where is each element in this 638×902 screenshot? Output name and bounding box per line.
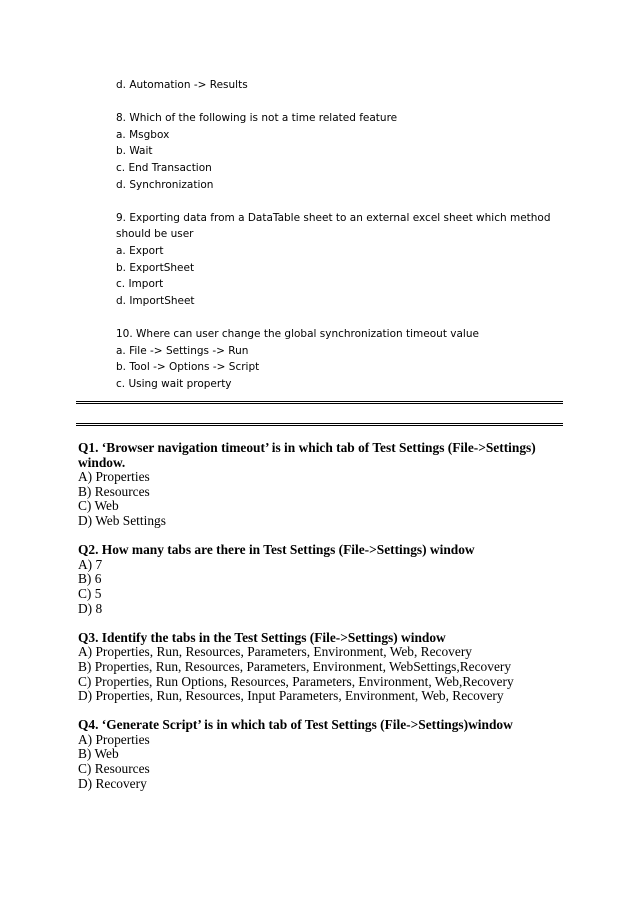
answer-option: C) Properties, Run Options, Resources, Parameters, Environment, Web,Recovery (78, 673, 514, 689)
answer-option: c. Using wait property (116, 377, 232, 390)
answer-option: C) 5 (78, 585, 102, 601)
answer-option: a. Msgbox (116, 128, 170, 141)
answer-option: A) Properties (78, 731, 150, 747)
double-rule-divider (76, 423, 563, 426)
answer-option: A) Properties (78, 469, 150, 485)
answer-option: A) 7 (78, 556, 103, 572)
answer-option: b. Wait (116, 145, 153, 158)
trailing-answer-group (116, 77, 576, 94)
answer-option: C) Web (78, 498, 119, 514)
answer-option: c. End Transaction (116, 161, 212, 174)
question-heading: Q2. How many tabs are there in Test Settings (File->Settings) window (78, 542, 475, 558)
answer-option: a. File -> Settings -> Run (116, 344, 249, 357)
quiz-section-one (116, 77, 576, 409)
question-text: 10. Where can user change the global synchronization timeout value (116, 327, 479, 340)
answer-option: d. ImportSheet (116, 294, 195, 307)
double-rule-divider (76, 401, 563, 404)
question-group-q1 (78, 441, 568, 529)
question-group-8 (116, 110, 576, 193)
question-text: 9. Exporting data from a DataTable sheet to an external excel sheet which method should be user (116, 211, 551, 241)
answer-option: d. Automation -> Results (116, 79, 248, 91)
answer-option: b. Tool -> Options -> Script (116, 361, 260, 374)
answer-option: a. Export (116, 244, 164, 257)
answer-option: B) 6 (78, 571, 102, 587)
question-text: 8. Which of the following is not a time related feature (116, 112, 398, 125)
question-group-9 (116, 210, 576, 310)
answer-option: D) Properties, Run, Resources, Input Parameters, Environment, Web, Recovery (78, 688, 504, 704)
answer-option: A) Properties, Run, Resources, Parameters, Environment, Web, Recovery (78, 644, 472, 660)
answer-option: d. Synchronization (116, 178, 214, 191)
answer-option: D) Recovery (78, 775, 147, 791)
question-group-q2 (78, 543, 568, 616)
question-heading: Q1. ‘Browser navigation timeout’ is in which tab of Test Settings (File->Settings) window. (78, 440, 536, 470)
answer-option: D) 8 (78, 600, 103, 616)
answer-option: B) Web (78, 746, 119, 762)
question-group-q4 (78, 718, 568, 791)
answer-option: C) Resources (78, 761, 150, 777)
question-group-q3 (78, 631, 568, 704)
answer-option: c. Import (116, 278, 164, 291)
question-heading: Q3. Identify the tabs in the Test Settings (File->Settings) window (78, 629, 446, 645)
question-group-10 (116, 326, 576, 392)
answer-option: D) Web Settings (78, 512, 166, 528)
answer-option: B) Properties, Run, Resources, Parameters, Environment, WebSettings,Recovery (78, 658, 512, 674)
answer-option: b. ExportSheet (116, 261, 195, 274)
answer-option: B) Resources (78, 483, 150, 499)
question-heading: Q4. ‘Generate Script’ is in which tab of Test Settings (File->Settings)window (78, 717, 513, 733)
quiz-section-two (78, 441, 568, 806)
